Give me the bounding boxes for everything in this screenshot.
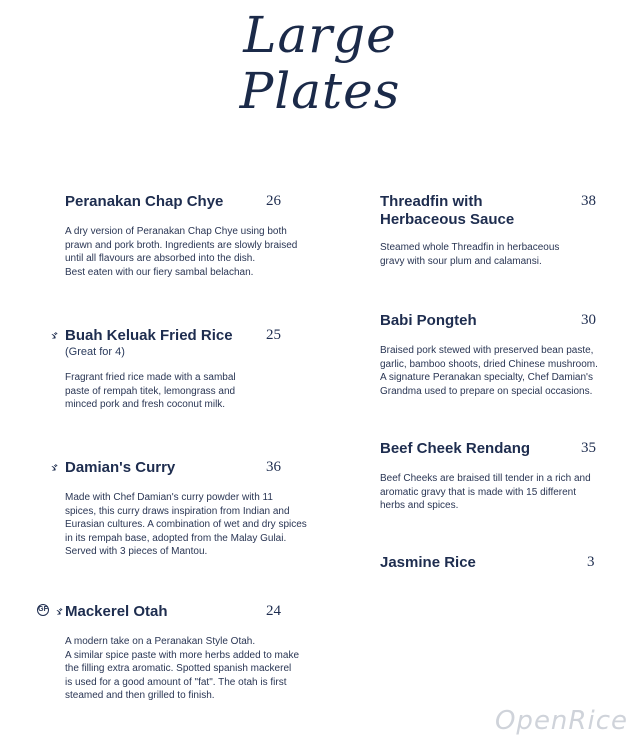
item-note: (Great for 4) bbox=[65, 346, 125, 358]
item-name: Buah Keluak Fried Rice bbox=[65, 327, 233, 344]
menu-title-line2: Plates bbox=[239, 62, 401, 120]
menu-item-mackerel-otah bbox=[38, 603, 355, 703]
item-description: Fragrant fried rice made with a sambal paste of rempah titek, lemongrass and minced pork and fresh coconut milk. bbox=[65, 372, 236, 410]
menu-item-babi-pongteh bbox=[380, 312, 620, 398]
item-price: 26 bbox=[266, 193, 281, 209]
item-price: 30 bbox=[581, 312, 596, 328]
item-description: Braised pork stewed with preserved bean paste, garlic, bamboo shoots, dried Chinese mushroom. A signature Peranakan specialty, Chef Damian's Grandma used to prepare on special occasions. bbox=[380, 345, 598, 397]
gf-badge: GF bbox=[37, 604, 49, 616]
chili-icon: ゞ bbox=[53, 607, 64, 619]
item-price: 38 bbox=[581, 193, 596, 209]
gluten-free-icon bbox=[37, 604, 49, 616]
item-name: Jasmine Rice bbox=[380, 554, 476, 571]
item-description: A modern take on a Peranakan Style Otah. A similar spice paste with more herbs added to make the filling extra aromatic. Spotted spanish mackerel is used for a good amount of "fat". The otah is first steamed and then grilled to finish. bbox=[65, 636, 299, 701]
menu-item-beef-cheek-rendang bbox=[380, 440, 620, 513]
openrice-watermark: OpenRice bbox=[494, 706, 628, 736]
item-name: Threadfin with Herbaceous Sauce bbox=[380, 193, 515, 228]
menu-item-threadfin bbox=[380, 193, 610, 268]
item-description: A dry version of Peranakan Chap Chye using both prawn and pork broth. Ingredients are slowly braised until all flavours are absorbed into the dish. Best eaten with our fiery sambal belachan. bbox=[65, 226, 298, 278]
item-price: 35 bbox=[581, 440, 596, 456]
item-description: Beef Cheeks are braised till tender in a rich and aromatic gravy that is made with 15 different herbs and spices. bbox=[380, 473, 591, 511]
item-name: Beef Cheek Rendang bbox=[380, 440, 531, 457]
item-price: 36 bbox=[266, 459, 281, 475]
item-price: 25 bbox=[266, 327, 281, 343]
item-price: 3 bbox=[587, 554, 595, 570]
menu-title-line1: Large bbox=[243, 6, 397, 64]
item-name: Damian's Curry bbox=[65, 459, 176, 476]
item-description: Made with Chef Damian's curry powder with 11 spices, this curry draws inspiration from Indian and Eurasian cultures. A combination of wet and dry spices in its rempah base, adopted from the Malay Gulai. Served with 3 pieces of Mantou. bbox=[65, 492, 307, 557]
item-name: Babi Pongteh bbox=[380, 312, 477, 329]
item-description: Steamed whole Threadfin in herbaceous gravy with sour plum and calamansi. bbox=[380, 242, 560, 267]
menu-item-jasmine-rice bbox=[380, 554, 610, 572]
menu-item-chap-chye bbox=[65, 193, 345, 279]
item-name: Peranakan Chap Chye bbox=[65, 193, 224, 210]
chili-icon: ゞ bbox=[48, 331, 59, 343]
menu-item-damians-curry bbox=[48, 459, 355, 559]
item-price: 24 bbox=[266, 603, 281, 619]
chili-icon: ゞ bbox=[48, 463, 59, 475]
item-name: Mackerel Otah bbox=[65, 603, 168, 620]
menu-item-buah-keluak bbox=[48, 327, 345, 412]
